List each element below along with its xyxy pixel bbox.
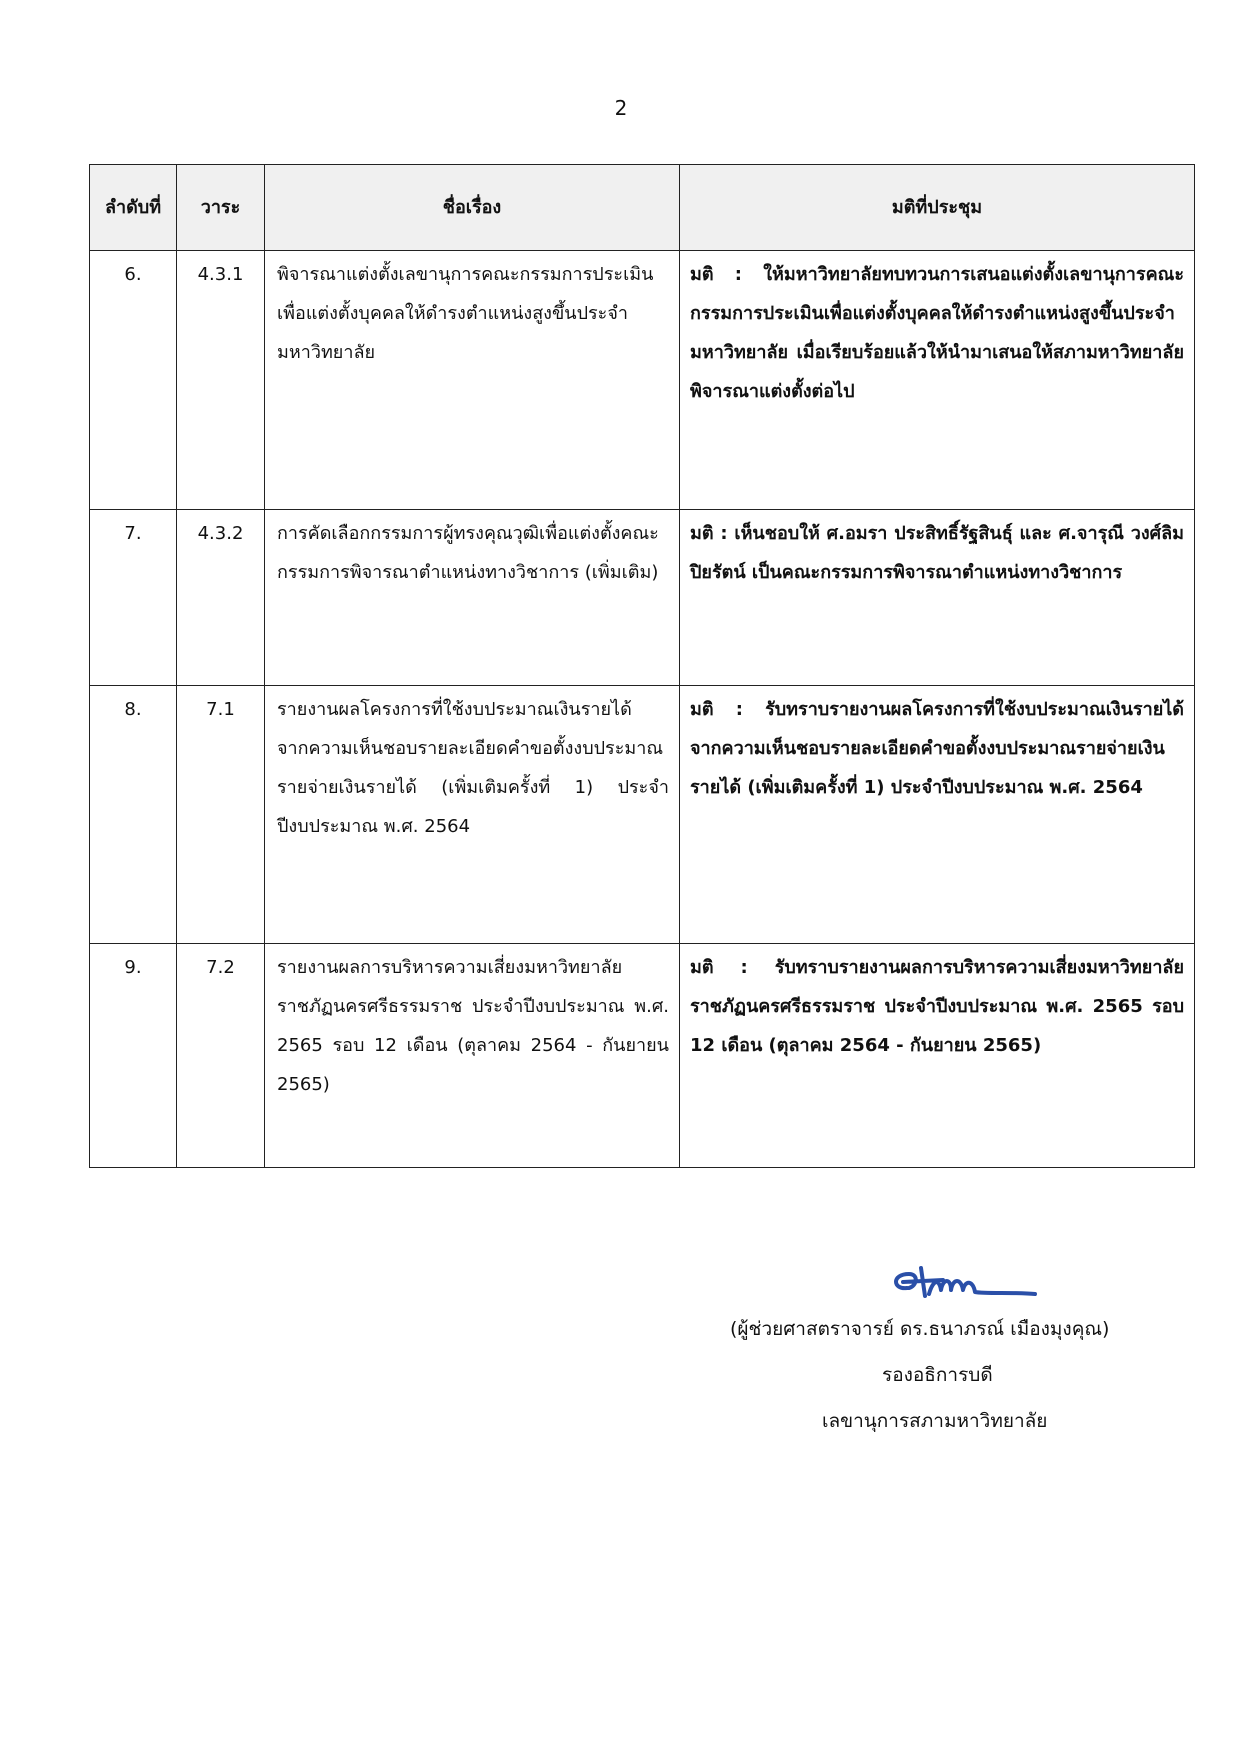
row-topic: รายงานผลการบริหารความเสี่ยงมหาวิทยาลัยราชภัฏนครศรีธรรมราช ประจำปีงบประมาณ พ.ศ. 2565 รอบ 12 เดือน (ตุลาคม 2564 - กันยายน 2565) <box>265 944 680 1168</box>
header-agenda: วาระ <box>177 165 265 251</box>
row-resolution: มติ : รับทราบรายงานผลโครงการที่ใช้งบประมาณเงินรายได้ จากความเห็นชอบรายละเอียดคำขอตั้งงบประมาณรายจ่ายเงินรายได้ (เพิ่มเติมครั้งที่ 1) ประจำปีงบประมาณ พ.ศ. 2564 <box>680 686 1195 944</box>
row-no: 7. <box>90 510 177 686</box>
signer-title: เลขานุการสภามหาวิทยาลัย <box>822 1410 1048 1432</box>
table-row <box>90 510 1195 686</box>
row-no: 9. <box>90 944 177 1168</box>
row-agenda: 4.3.1 <box>177 251 265 510</box>
table-row <box>90 251 1195 510</box>
row-resolution: มติ : เห็นชอบให้ ศ.อมรา ประสิทธิ์รัฐสินธุ์ และ ศ.จารุณี วงศ์ลิมปิยรัตน์ เป็นคณะกรรมการพิจารณาตำแหน่งทางวิชาการ <box>680 510 1195 686</box>
row-topic: การคัดเลือกกรรมการผู้ทรงคุณวุฒิเพื่อแต่งตั้งคณะกรรมการพิจารณาตำแหน่งทางวิชาการ (เพิ่มเติม) <box>265 510 680 686</box>
row-topic: รายงานผลโครงการที่ใช้งบประมาณเงินรายได้ จากความเห็นชอบรายละเอียดคำขอตั้งงบประมาณรายจ่ายเงินรายได้ (เพิ่มเติมครั้งที่ 1) ประจำปีงบประมาณ พ.ศ. 2564 <box>265 686 680 944</box>
row-resolution: มติ : รับทราบรายงานผลการบริหารความเสี่ยงมหาวิทยาลัยราชภัฏนครศรีธรรมราช ประจำปีงบประมาณ พ.ศ. 2565 รอบ 12 เดือน (ตุลาคม 2564 - กันยายน 2565) <box>680 944 1195 1168</box>
page-number: 2 <box>614 96 628 120</box>
row-agenda: 4.3.2 <box>177 510 265 686</box>
row-agenda: 7.2 <box>177 944 265 1168</box>
signer-title: รองอธิการบดี <box>882 1364 993 1386</box>
header-topic: ชื่อเรื่อง <box>265 165 680 251</box>
row-no: 8. <box>90 686 177 944</box>
row-topic: พิจารณาแต่งตั้งเลขานุการคณะกรรมการประเมินเพื่อแต่งตั้งบุคคลให้ดำรงตำแหน่งสูงขึ้นประจำมหาวิทยาลัย <box>265 251 680 510</box>
signer-name: (ผู้ช่วยศาสตราจารย์ ดร.ธนาภรณ์ เมืองมุงคุณ) <box>730 1318 1110 1340</box>
row-no: 6. <box>90 251 177 510</box>
row-resolution: มติ : ให้มหาวิทยาลัยทบทวนการเสนอแต่งตั้งเลขานุการคณะกรรมการประเมินเพื่อแต่งตั้งบุคคลให้ดำรงตำแหน่งสูงขึ้นประจำมหาวิทยาลัย เมื่อเรียบร้อยแล้วให้นำมาเสนอให้สภามหาวิทยาลัย พิจารณาแต่งตั้งต่อไป <box>680 251 1195 510</box>
header-resolution: มติที่ประชุม <box>680 165 1195 251</box>
table-row <box>90 944 1195 1168</box>
row-agenda: 7.1 <box>177 686 265 944</box>
header-no: ลำดับที่ <box>90 165 177 251</box>
meeting-resolutions-table <box>89 164 1195 1168</box>
table-header-row <box>90 165 1195 251</box>
handwritten-signature <box>885 1256 1055 1306</box>
table-row <box>90 686 1195 944</box>
